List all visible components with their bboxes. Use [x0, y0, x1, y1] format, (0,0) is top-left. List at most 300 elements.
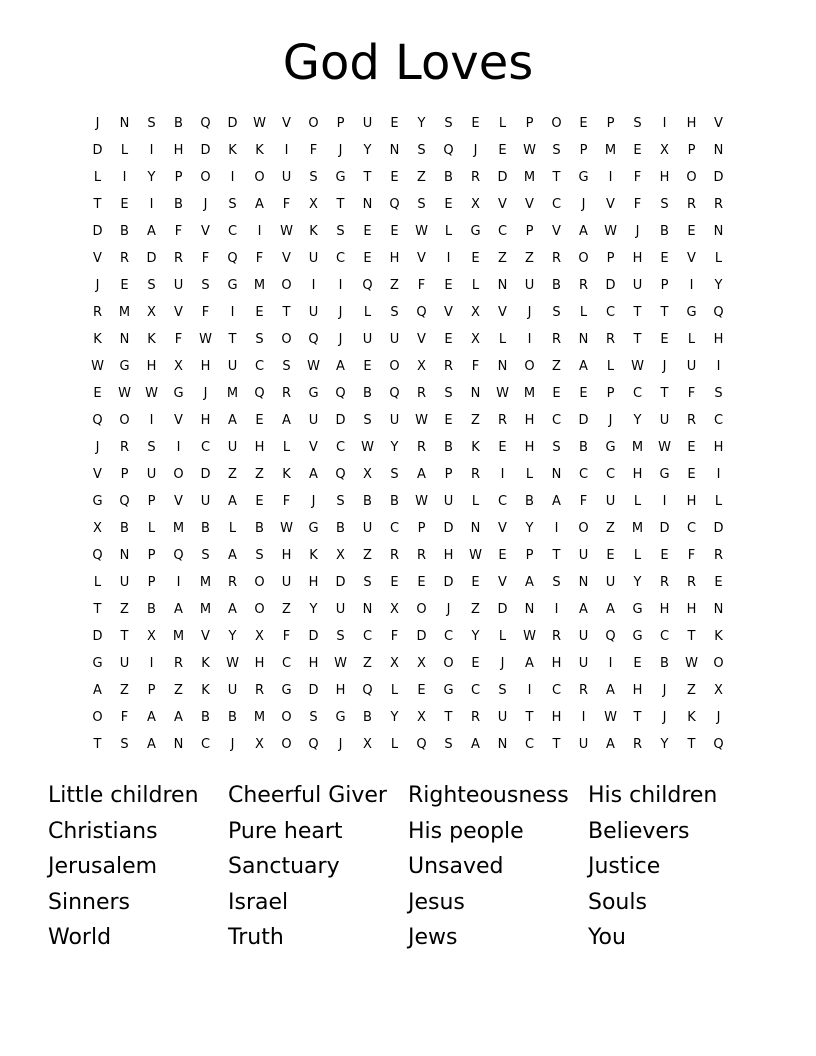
grid-cell: L — [498, 332, 507, 347]
grid-cell: K — [255, 143, 264, 158]
grid-cell: X — [471, 305, 480, 320]
grid-cell: R — [416, 440, 427, 455]
grid-cell: I — [527, 683, 532, 698]
grid-cell: J — [581, 197, 586, 212]
grid-cell: R — [443, 359, 454, 374]
grid-cell: D — [92, 224, 103, 239]
grid-cell: G — [227, 278, 238, 293]
grid-cell: E — [417, 683, 426, 698]
grid-cell: H — [686, 602, 697, 617]
grid-row — [84, 461, 732, 488]
grid-cell: U — [362, 116, 373, 131]
grid-cell: B — [174, 197, 183, 212]
grid-cell: J — [662, 359, 667, 374]
grid-cell: I — [716, 467, 721, 482]
grid-cell: C — [605, 305, 616, 320]
grid-cell: U — [362, 332, 373, 347]
grid-cell: I — [716, 359, 721, 374]
grid-cell: S — [417, 197, 426, 212]
grid-cell: Y — [417, 116, 426, 131]
grid-row — [84, 488, 732, 515]
grid-cell: H — [551, 710, 562, 725]
grid-cell: Z — [363, 656, 372, 671]
grid-cell: Z — [363, 548, 372, 563]
word-list — [48, 778, 768, 956]
word-list-item: Truth — [228, 925, 284, 950]
grid-cell: E — [552, 386, 561, 401]
grid-cell: M — [253, 278, 266, 293]
grid-cell: R — [470, 710, 481, 725]
grid-cell: N — [713, 602, 724, 617]
grid-cell: D — [497, 170, 508, 185]
grid-cell: M — [172, 521, 185, 536]
grid-cell: A — [579, 359, 588, 374]
grid-cell: H — [659, 602, 670, 617]
grid-cell: Z — [525, 251, 534, 266]
grid-cell: G — [308, 386, 319, 401]
grid-cell: R — [605, 332, 616, 347]
grid-cell: E — [714, 575, 723, 590]
grid-cell: C — [578, 467, 589, 482]
grid-cell: B — [444, 440, 453, 455]
grid-cell: P — [147, 683, 156, 698]
grid-cell: I — [527, 332, 532, 347]
grid-cell: W — [280, 224, 293, 239]
grid-cell: A — [606, 737, 615, 752]
grid-cell: Z — [282, 602, 291, 617]
grid-cell: T — [525, 710, 534, 725]
grid-cell: D — [308, 683, 319, 698]
grid-cell: P — [147, 548, 156, 563]
grid-cell: O — [713, 656, 724, 671]
grid-cell: L — [93, 170, 102, 185]
grid-cell: E — [606, 548, 615, 563]
grid-cell: A — [606, 602, 615, 617]
grid-cell: I — [230, 170, 235, 185]
grid-cell: J — [716, 710, 721, 725]
grid-cell: T — [660, 305, 669, 320]
grid-cell: N — [497, 278, 508, 293]
grid-cell: F — [255, 251, 264, 266]
grid-cell: Z — [174, 683, 183, 698]
grid-cell: M — [172, 629, 185, 644]
grid-cell: E — [444, 332, 453, 347]
grid-cell: X — [93, 521, 102, 536]
grid-cell: I — [608, 656, 613, 671]
grid-cell: S — [282, 359, 291, 374]
grid-cell: R — [551, 629, 562, 644]
grid-cell: D — [443, 521, 454, 536]
grid-cell: E — [687, 467, 696, 482]
grid-cell: U — [281, 170, 292, 185]
grid-cell: A — [336, 359, 345, 374]
grid-cell: D — [200, 467, 211, 482]
grid-cell: C — [335, 251, 346, 266]
grid-cell: X — [255, 629, 264, 644]
grid-cell: E — [471, 116, 480, 131]
grid-cell: Q — [92, 413, 103, 428]
grid-cell: V — [282, 116, 291, 131]
grid-cell: D — [578, 413, 589, 428]
grid-cell: E — [579, 116, 588, 131]
grid-cell: R — [227, 575, 238, 590]
grid-cell: X — [174, 359, 183, 374]
grid-cell: R — [686, 575, 697, 590]
grid-cell: T — [633, 332, 642, 347]
grid-cell: G — [605, 440, 616, 455]
grid-cell: S — [147, 278, 156, 293]
grid-cell: F — [201, 305, 210, 320]
grid-cell: Y — [309, 602, 318, 617]
grid-cell: V — [498, 575, 507, 590]
grid-cell: L — [147, 521, 156, 536]
grid-cell: H — [551, 656, 562, 671]
grid-cell: D — [713, 170, 724, 185]
word-list-item: Unsaved — [408, 854, 504, 879]
grid-cell: E — [687, 224, 696, 239]
grid-cell: I — [230, 305, 235, 320]
grid-cell: W — [523, 629, 536, 644]
grid-cell: S — [498, 683, 507, 698]
grid-cell: W — [118, 386, 131, 401]
grid-cell: E — [471, 656, 480, 671]
grid-cell: J — [338, 737, 343, 752]
grid-cell: Y — [633, 413, 642, 428]
grid-cell: A — [579, 224, 588, 239]
grid-cell: K — [93, 332, 102, 347]
grid-cell: F — [282, 629, 291, 644]
grid-cell: C — [335, 440, 346, 455]
grid-cell: E — [471, 251, 480, 266]
grid-cell: W — [685, 656, 698, 671]
grid-cell: B — [228, 710, 237, 725]
grid-cell: G — [686, 305, 697, 320]
grid-cell: I — [149, 197, 154, 212]
grid-cell: H — [686, 116, 697, 131]
grid-cell: W — [658, 440, 671, 455]
grid-row — [84, 380, 732, 407]
grid-cell: C — [227, 224, 238, 239]
grid-cell: A — [282, 413, 291, 428]
grid-cell: D — [497, 602, 508, 617]
grid-cell: O — [686, 170, 697, 185]
grid-cell: P — [606, 116, 615, 131]
grid-cell: X — [390, 656, 399, 671]
grid-cell: S — [552, 575, 561, 590]
grid-cell: L — [390, 737, 399, 752]
grid-cell: Q — [335, 386, 346, 401]
grid-cell: W — [604, 710, 617, 725]
grid-cell: O — [254, 602, 265, 617]
grid-row — [84, 650, 732, 677]
grid-cell: I — [554, 521, 559, 536]
grid-cell: X — [147, 305, 156, 320]
grid-cell: E — [120, 278, 129, 293]
grid-cell: H — [389, 251, 400, 266]
grid-cell: L — [471, 494, 480, 509]
grid-cell: S — [336, 629, 345, 644]
grid-cell: A — [147, 224, 156, 239]
grid-cell: E — [363, 224, 372, 239]
grid-cell: H — [632, 251, 643, 266]
grid-cell: E — [390, 170, 399, 185]
grid-cell: R — [578, 683, 589, 698]
grid-cell: F — [201, 251, 210, 266]
grid-cell: Q — [416, 305, 427, 320]
grid-cell: G — [632, 629, 643, 644]
grid-cell: S — [309, 710, 318, 725]
grid-cell: V — [498, 197, 507, 212]
grid-cell: Q — [308, 737, 319, 752]
grid-cell: N — [362, 197, 373, 212]
grid-cell: X — [714, 683, 723, 698]
grid-cell: E — [255, 413, 264, 428]
grid-cell: M — [523, 386, 536, 401]
grid-cell: N — [470, 386, 481, 401]
grid-cell: A — [228, 602, 237, 617]
grid-cell: Y — [147, 170, 156, 185]
grid-cell: S — [444, 737, 453, 752]
grid-row — [84, 623, 732, 650]
grid-cell: Z — [255, 467, 264, 482]
grid-cell: N — [173, 737, 184, 752]
grid-cell: V — [498, 521, 507, 536]
grid-cell: E — [444, 413, 453, 428]
grid-row — [84, 515, 732, 542]
grid-cell: B — [363, 386, 372, 401]
grid-cell: C — [686, 521, 697, 536]
grid-cell: Q — [308, 332, 319, 347]
grid-row — [84, 596, 732, 623]
grid-cell: E — [633, 656, 642, 671]
grid-cell: O — [281, 332, 292, 347]
grid-cell: M — [199, 602, 212, 617]
grid-cell: Q — [200, 116, 211, 131]
grid-cell: W — [631, 359, 644, 374]
grid-cell: D — [335, 575, 346, 590]
grid-cell: P — [525, 548, 534, 563]
grid-cell: R — [632, 737, 643, 752]
grid-cell: G — [659, 467, 670, 482]
grid-cell: U — [578, 737, 589, 752]
grid-cell: J — [338, 305, 343, 320]
grid-cell: Q — [389, 386, 400, 401]
grid-row — [84, 272, 732, 299]
grid-cell: E — [255, 305, 264, 320]
grid-row — [84, 110, 732, 137]
grid-cell: Y — [633, 575, 642, 590]
grid-cell: U — [362, 521, 373, 536]
grid-cell: C — [497, 224, 508, 239]
page-title: God Loves — [282, 35, 534, 91]
grid-cell: S — [633, 116, 642, 131]
grid-cell: D — [605, 278, 616, 293]
grid-cell: F — [579, 494, 588, 509]
grid-cell: M — [226, 386, 239, 401]
grid-cell: B — [660, 656, 669, 671]
grid-cell: V — [174, 494, 183, 509]
grid-cell: I — [338, 278, 343, 293]
grid-cell: P — [606, 386, 615, 401]
grid-cell: T — [120, 629, 129, 644]
grid-cell: L — [579, 305, 588, 320]
grid-cell: A — [255, 197, 264, 212]
grid-cell: T — [228, 332, 237, 347]
grid-cell: E — [93, 386, 102, 401]
grid-cell: H — [254, 656, 265, 671]
grid-cell: E — [498, 548, 507, 563]
grid-cell: J — [635, 224, 640, 239]
grid-cell: K — [687, 710, 696, 725]
grid-cell: P — [147, 494, 156, 509]
grid-cell: T — [687, 629, 696, 644]
grid-cell: I — [581, 710, 586, 725]
grid-cell: S — [417, 143, 426, 158]
grid-cell: O — [551, 116, 562, 131]
grid-cell: S — [255, 332, 264, 347]
word-list-item: Jerusalem — [48, 854, 158, 879]
grid-cell: F — [174, 332, 183, 347]
grid-cell: R — [416, 548, 427, 563]
grid-cell: H — [146, 359, 157, 374]
grid-cell: S — [444, 116, 453, 131]
grid-cell: D — [200, 143, 211, 158]
grid-cell: K — [471, 440, 480, 455]
grid-cell: O — [281, 278, 292, 293]
grid-cell: A — [552, 494, 561, 509]
grid-cell: G — [578, 170, 589, 185]
grid-cell: P — [120, 467, 129, 482]
word-list-item: Sinners — [48, 889, 131, 915]
word-list-item: You — [588, 925, 626, 950]
grid-cell: H — [308, 575, 319, 590]
grid-cell: L — [714, 494, 723, 509]
grid-cell: U — [173, 278, 184, 293]
grid-row — [84, 353, 732, 380]
grid-cell: A — [471, 737, 480, 752]
grid-cell: D — [659, 521, 670, 536]
grid-cell: L — [93, 575, 102, 590]
grid-cell: U — [443, 494, 454, 509]
grid-cell: Y — [363, 143, 372, 158]
grid-cell: E — [633, 143, 642, 158]
grid-cell: M — [253, 710, 266, 725]
grid-cell: S — [255, 548, 264, 563]
word-list-item: Pure heart — [228, 818, 343, 844]
grid-cell: U — [308, 305, 319, 320]
grid-cell: Y — [660, 737, 669, 752]
grid-cell: C — [605, 467, 616, 482]
grid-cell: U — [308, 413, 319, 428]
grid-cell: S — [336, 494, 345, 509]
letter-grid — [84, 110, 732, 758]
grid-cell: Q — [443, 143, 454, 158]
grid-cell: X — [417, 710, 426, 725]
grid-cell: O — [443, 656, 454, 671]
grid-cell: Q — [227, 251, 238, 266]
grid-cell: J — [203, 197, 208, 212]
grid-cell: T — [93, 737, 102, 752]
grid-cell: I — [149, 413, 154, 428]
grid-cell: M — [118, 305, 131, 320]
grid-cell: H — [524, 413, 535, 428]
word-list-item: Israel — [228, 889, 289, 915]
grid-cell: V — [714, 116, 723, 131]
grid-cell: I — [311, 278, 316, 293]
grid-cell: G — [281, 683, 292, 698]
word-list-item: Cheerful Giver — [228, 783, 387, 808]
grid-cell: E — [363, 251, 372, 266]
grid-cell: L — [606, 359, 615, 374]
grid-cell: K — [714, 629, 723, 644]
grid-cell: H — [200, 413, 211, 428]
grid-cell: D — [308, 629, 319, 644]
grid-cell: Q — [713, 737, 724, 752]
grid-cell: R — [254, 683, 265, 698]
grid-cell: Z — [471, 602, 480, 617]
grid-cell: M — [199, 575, 212, 590]
grid-cell: D — [335, 413, 346, 428]
grid-cell: Z — [228, 467, 237, 482]
grid-cell: V — [309, 440, 318, 455]
grid-cell: E — [255, 494, 264, 509]
grid-cell: X — [417, 656, 426, 671]
grid-cell: I — [176, 575, 181, 590]
grid-cell: T — [552, 170, 561, 185]
grid-row — [84, 434, 732, 461]
grid-row — [84, 164, 732, 191]
grid-cell: K — [228, 143, 237, 158]
grid-cell: Y — [714, 278, 723, 293]
grid-cell: W — [361, 440, 374, 455]
grid-cell: H — [173, 143, 184, 158]
grid-cell: U — [281, 575, 292, 590]
grid-cell: O — [308, 116, 319, 131]
grid-cell: U — [389, 413, 400, 428]
grid-cell: P — [606, 251, 615, 266]
grid-cell: U — [227, 359, 238, 374]
grid-cell: I — [662, 116, 667, 131]
grid-cell: H — [200, 359, 211, 374]
grid-cell: T — [633, 710, 642, 725]
grid-cell: Q — [119, 494, 130, 509]
grid-cell: P — [336, 116, 345, 131]
word-list-item: His children — [588, 783, 718, 808]
grid-cell: H — [713, 440, 724, 455]
grid-cell: V — [93, 467, 102, 482]
grid-row — [84, 542, 732, 569]
grid-cell: R — [497, 413, 508, 428]
grid-cell: Q — [173, 548, 184, 563]
grid-cell: V — [282, 251, 291, 266]
grid-cell: X — [471, 332, 480, 347]
grid-cell: V — [444, 305, 453, 320]
grid-cell: D — [146, 251, 157, 266]
grid-cell: A — [309, 467, 318, 482]
grid-cell: Q — [254, 386, 265, 401]
grid-cell: U — [605, 575, 616, 590]
grid-cell: E — [120, 197, 129, 212]
grid-cell: N — [362, 602, 373, 617]
grid-cell: W — [415, 494, 428, 509]
grid-cell: V — [93, 251, 102, 266]
grid-cell: N — [713, 224, 724, 239]
grid-cell: J — [203, 386, 208, 401]
grid-cell: I — [446, 251, 451, 266]
grid-cell: M — [604, 143, 617, 158]
grid-cell: Z — [687, 683, 696, 698]
grid-cell: V — [201, 224, 210, 239]
